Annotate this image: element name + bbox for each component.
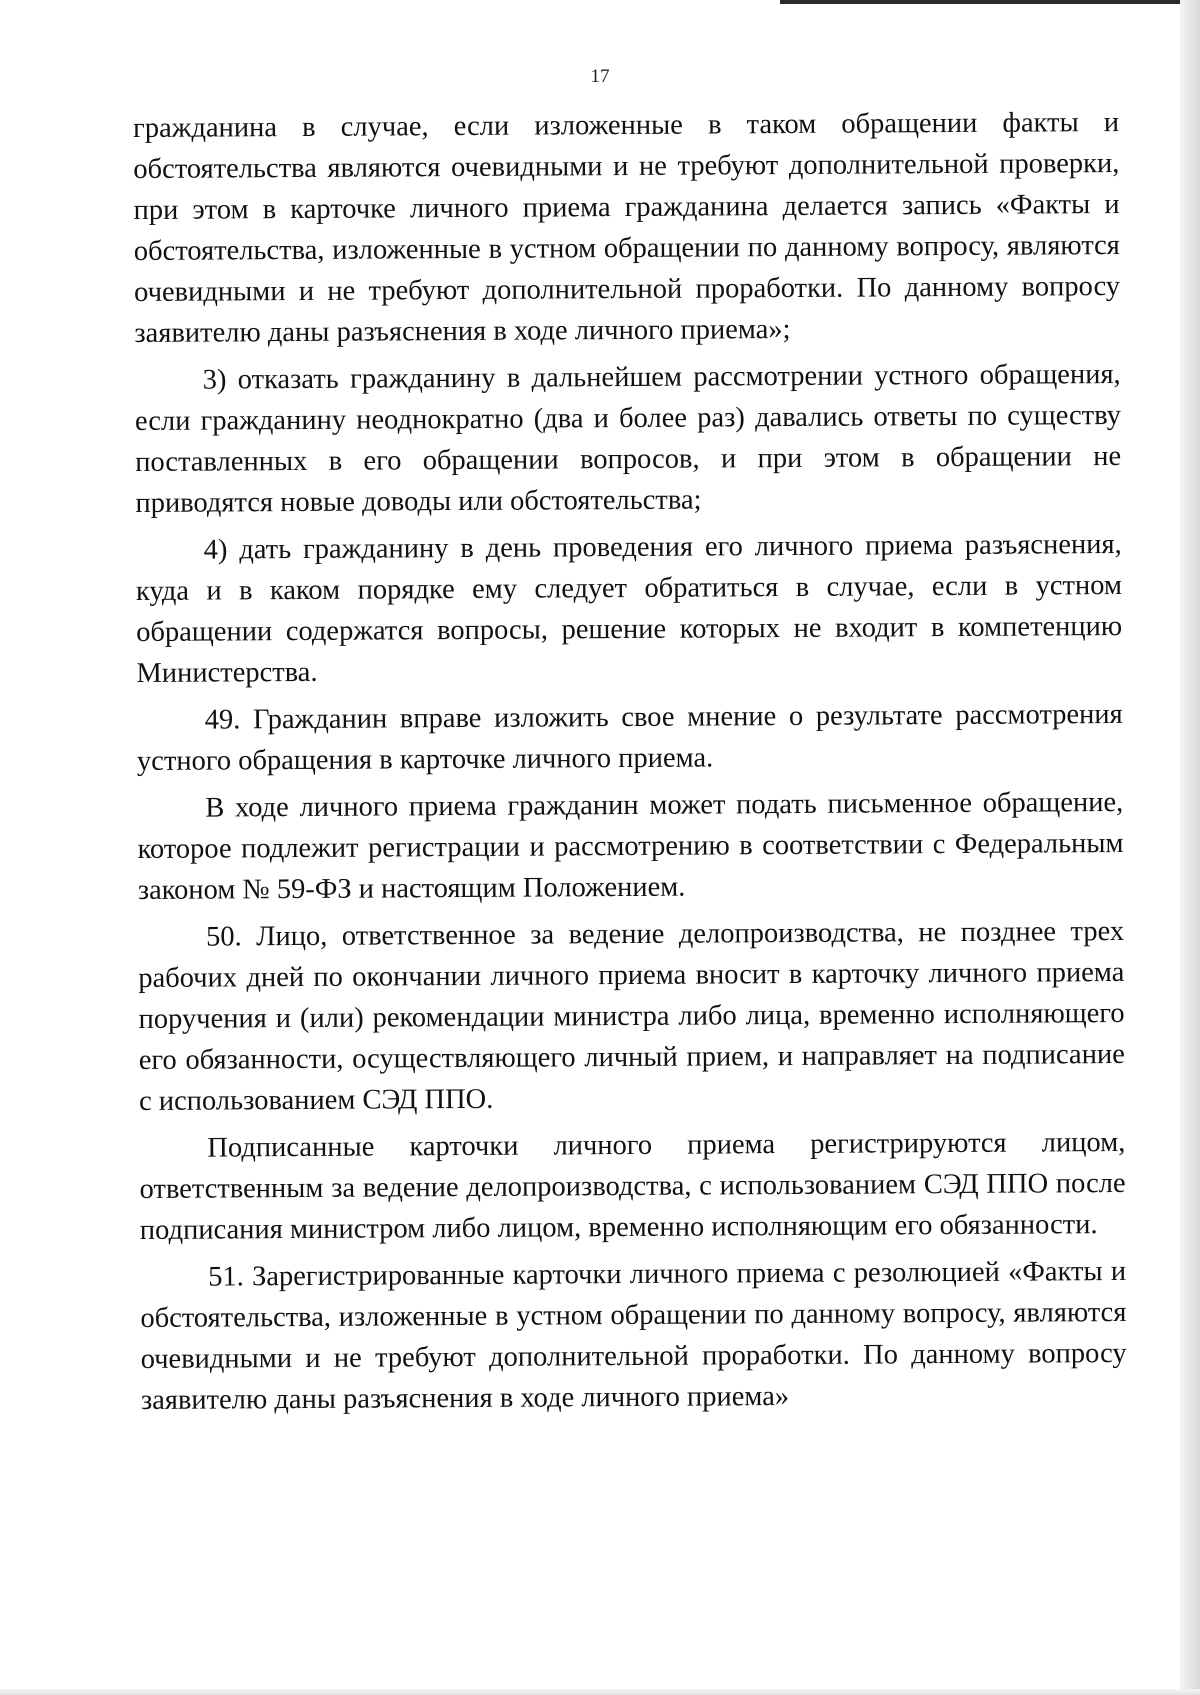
paragraph-signed-cards: Подписанные карточки личного приема регистрируются лицом, ответственным за ведение делопроизводства, с использованием СЭД ППО после подписания министром либо лицом, временно исполняющим его обязанности.	[139, 1126, 1126, 1246]
scan-edge-bottom	[0, 1689, 1200, 1695]
document-body	[133, 102, 1127, 1427]
paragraph-item-4: 4) дать гражданину в день проведения его личного приема разъяснения, куда и в каком порядке ему следует обратиться в случае, если в устном обращении содержатся вопросы, решение которых не входит в компетенцию Министерства.	[135, 528, 1123, 689]
scan-edge-top	[780, 0, 1200, 4]
paragraph-49: 49. Гражданин вправе изложить свое мнение о результате рассмотрения устного обращения в карточке личного приема.	[136, 698, 1123, 777]
scan-edge-right	[1180, 0, 1200, 1695]
paragraph-item-3: 3) отказать гражданину в дальнейшем рассмотрении устного обращения, если гражданину неоднократно (два и более раз) давались ответы по существу поставленных в его обращении вопросов, и при этом в обращении не приводятся новые доводы или обстоятельства;	[134, 358, 1122, 519]
paragraph-continuation: гражданина в случае, если изложенные в таком обращении факты и обстоятельства являются очевидными и не требуют дополнительной проверки, при этом в карточке личного приема гражданина делается запись «Факты и обстоятельства, изложенные в устном обращении по данному вопросу, являются очевидными и не требуют дополнительной проработки. По данному вопросу заявителю даны разъяснения в ходе личного приема»;	[133, 106, 1121, 349]
paragraph-written-appeal: В ходе личного приема гражданин может подать письменное обращение, которое подлежит регистрации и рассмотрению в соответствии с Федеральным законом № 59-ФЗ и настоящим Положением.	[137, 786, 1124, 906]
paragraph-51: 51. Зарегистрированные карточки личного приема с резолюцией «Факты и обстоятельства, изложенные в устном обращении по данному вопросу, являются очевидными и не требуют дополнительной проработки. По данному вопросу заявителю даны разъяснения в ходе личного приема»	[140, 1255, 1127, 1416]
page-number: 17	[590, 66, 610, 87]
paragraph-50: 50. Лицо, ответственное за ведение делопроизводства, не позднее трех рабочих дней по окончании личного приема вносит в карточку личного приема поручения и (или) рекомендации министра либо лица, временно исполняющего его обязанности, осуществляющего личный прием, и направляет на подписание с использованием СЭД ППО.	[138, 915, 1125, 1117]
